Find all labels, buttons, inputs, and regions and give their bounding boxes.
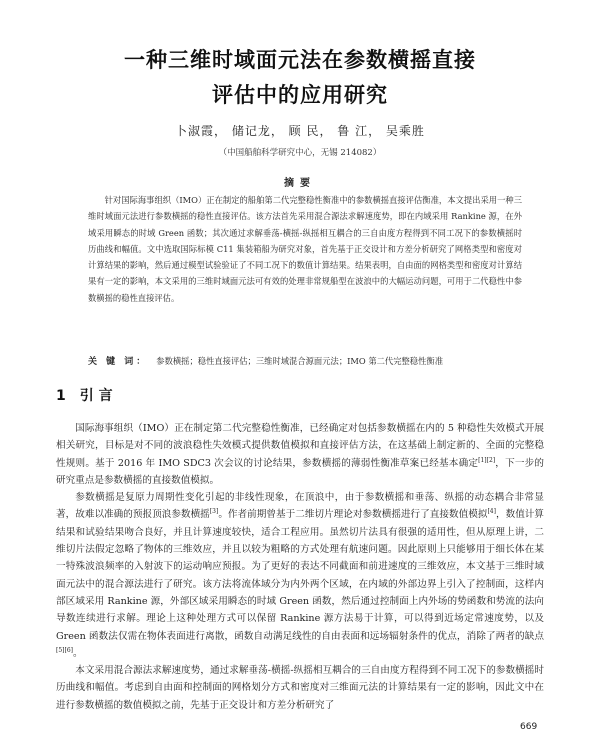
abstract-text: 针对国际海事组织（IMO）正在制定的船舶第二代完整稳性衡准中的参数横摇直接评估衡准，本文提出采用一种三维时域面元法进行参数横摇的稳性直接评估。该方法首先采用混合源法求解速度势，即在内域采用 Rankine 源，在外域采用瞬态的时域 Green 函数；其次通过求解垂荡-横摇-纵摇相互耦合的三自由度方程得到不同工况下的参数横摇时历曲线和幅值。文中选取国际标模 C11 集装箱船为研究对象，首先基于正交设计和方差分析研究了网格类型和密度对计算结果的影响，然后通过模型试验验证了不同工况下的数值计算结果。结果表明，自由面的网格类型和密度对计算结果有一定的影响，本文采用的三维时域面元法可有效的处理非常规船型在波浪中的大幅运动问题，可用于二代稳性中参数横摇的稳性直接评估。 xyxy=(88,195,522,303)
paragraph-2-text-b: 。作者前期曾基于二维切片理论对参数横摇进行了直接数值模拟 xyxy=(218,509,488,521)
paragraph-2-text-c: ，数值计算结果和试验结果吻合良好，并且计算速度较快，适合工程应用。虽然切片法具有很强的适用性，但从原理上讲，二维切片法假定忽略了物体的三维效应，并且以较为粗略的方式处理有航速问题。因此原则上只能够用于细长体在某一特殊波浪频率的入射波下的运动响应预报。为了更好的表达不同截面和前进速度的三维效应，本文基于三维时域面元法中的混合源法进行了研究。该方法将流体域分为内外两个区域，在内域的外部边界上引入了控制面，这样内部区域采用 Rankine 源，外部区域采用瞬态的时域 Green 函数，然后通过控制面上内外场的势函数和势流的法向导数连续进行求解。理论上这种处理方式可以保留 Rankine 源方法易于计算，可以得到近场定常速度势，以及 Green 函数法仅需在物体表面进行离散，函数自动满足线性的自由表面和远场辐射条件的优点，消除了两者的缺点 xyxy=(56,509,545,642)
paper-title-line-1: 一种三维时域面元法在参数横摇直接 xyxy=(124,48,476,72)
page-number: 669 xyxy=(520,722,538,732)
paragraph-1-text-a: 国际海事组织（IMO）正在制定第二代完整稳性衡准，已经确定对包括参数横摇在内的 5 种稳性失效模式开展相关研究，目标是对不同的波浪稳性失效模式提供数值模拟和直接评估方法，在这基础上制定新的、全面的完整稳性规则。基于 2016 年 IMO SDC3 次会议的讨论结果，参数横摇的薄弱性衡准草案已经基本确定 xyxy=(56,423,544,469)
section-title: 引 言 xyxy=(79,388,113,404)
paragraph-2 xyxy=(56,489,544,662)
keywords-line xyxy=(88,354,528,369)
author-list: 卜淑霞， 储记龙， 顾 民， 鲁 江， 吴乘胜 xyxy=(175,124,425,138)
section-heading xyxy=(56,385,113,405)
abstract-heading: 摘要 xyxy=(284,178,316,189)
keywords-text: 参数横摇；稳性直接评估；三维时域混合源面元法；IMO 第二代完整稳性衡准 xyxy=(156,356,443,366)
paragraph-1-text-b: ，下一步的研究重点是参数横摇的直接数值模拟。 xyxy=(56,457,545,486)
paragraph-1 xyxy=(56,420,544,489)
paragraph-2-text-d: 。 xyxy=(73,647,83,659)
paragraph-3: 本文采用混合源法求解速度势，通过求解垂荡-横摇-纵摇相互耦合的三自由度方程得到不同工况下的参数横摇时历曲线和幅值。考虑到自由面和控制面的网格划分方式和密度对三维面元法的计算结果有一定的影响，因此文中在进行参数横摇的数值模拟之前，先基于正交设计和方差分析研究了 xyxy=(56,665,544,711)
affiliation: （中国船舶科学研究中心，无锡 214082） xyxy=(218,148,382,158)
paragraph-2-text-a: 参数横摇是复原力周期性变化引起的非线性现象，在顶浪中，由于参数横摇和垂荡、纵摇的动态耦合非常显著，故难以准确的预报顶浪参数横摇 xyxy=(56,492,544,521)
section-number: 1 xyxy=(56,388,66,404)
keywords-label: 关 键 词： xyxy=(88,357,149,367)
paper-title-line-2: 评估中的应用研究 xyxy=(212,83,388,107)
citation-5-6: [5][6] xyxy=(56,646,73,654)
citation-4: [4] xyxy=(487,508,496,516)
citation-3: [3] xyxy=(209,508,219,516)
citation-1-2: [1][2] xyxy=(478,456,496,464)
body-text xyxy=(56,420,544,714)
